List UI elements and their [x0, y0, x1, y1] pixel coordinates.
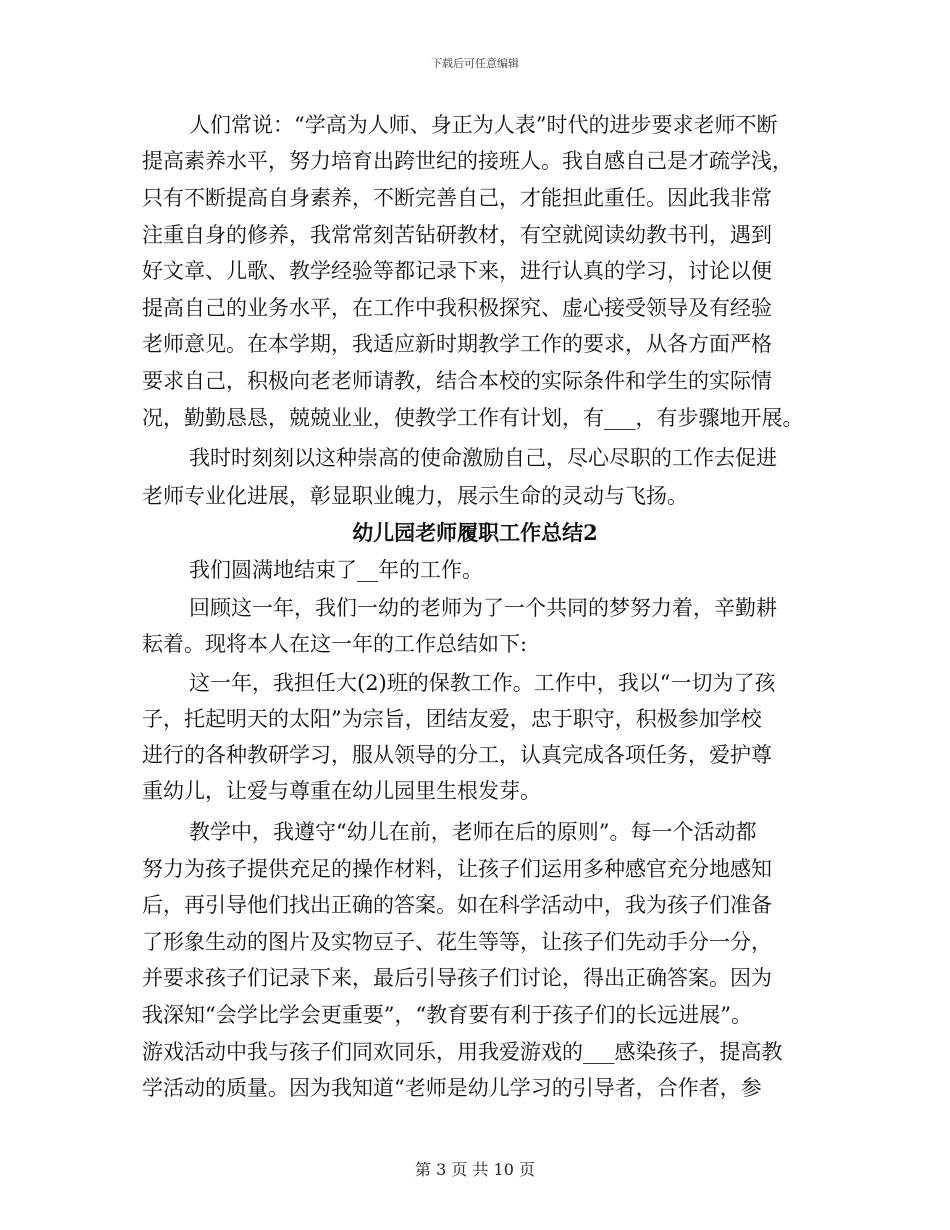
section-title: 幼儿园老师履职工作总结2: [352, 520, 598, 545]
paragraph-line: 只有不断提高自身素养，不断完善自己，才能担此重任。因此我非常: [142, 186, 772, 210]
paragraph-line: 重幼儿，让爱与尊重在幼儿园里生根发芽。: [142, 779, 541, 803]
paragraph-line: 况，勤勤恳恳，兢兢业业，使教学工作有计划，有___，有步骤地开展。: [142, 406, 804, 430]
paragraph-line: 游戏活动中我与孩子们同欢同乐，用我爱游戏的___感染孩子，提高教: [142, 1040, 783, 1064]
paragraph-line: 并要求孩子们记录下来，最后引导孩子们讨论，得出正确答案。因为: [142, 966, 772, 990]
paragraph-line: 好文章、儿歌、教学经验等都记录下来，进行认真的学习，讨论以便: [142, 259, 772, 283]
paragraph-line: 进行的各种教研学习，服从领导的分工，认真完成各项任务，爱护尊: [142, 743, 772, 767]
paragraph-line: 后，再引导他们找出正确的答案。如在科学活动中，我为孩子们准备: [142, 893, 772, 917]
page-footer: 第 3 页 共 10 页: [415, 1160, 535, 1179]
paragraph-line: 注重自身的修养，我常常刻苦钻研教材，有空就阅读幼教书刊，遇到: [142, 223, 772, 247]
paragraph-line: 我深知“会学比学会更重要”，“教育要有利于孩子们的长远进展”。: [142, 1003, 752, 1027]
paragraph-line: 努力为孩子提供充足的操作材料，让孩子们运用多种感官充分地感知: [142, 857, 772, 881]
page-header: 下载后可任意编辑: [431, 57, 519, 70]
paragraph-line: 子，托起明天的太阳”为宗旨，团结友爱，忠于职守，积极参加学校: [142, 707, 762, 731]
paragraph-line: 人们常说：“学高为人师、身正为人表”时代的进步要求老师不断: [189, 113, 778, 137]
paragraph-line: 我们圆满地结束了__年的工作。: [189, 558, 483, 582]
paragraph-line: 提高素养水平，努力培育出跨世纪的接班人。我自感自己是才疏学浅，: [142, 149, 793, 173]
paragraph-line: 我时时刻刻以这种崇高的使命激励自己，尽心尽职的工作去促进: [189, 446, 777, 470]
paragraph-line: 了形象生动的图片及实物豆子、花生等等，让孩子们先动手分一分，: [142, 930, 772, 954]
paragraph-line: 教学中，我遵守“幼儿在前，老师在后的原则”。每一个活动都: [189, 820, 757, 844]
paragraph-line: 这一年，我担任大(2)班的保教工作。工作中，我以“一切为了孩: [189, 671, 776, 695]
paragraph-line: 回顾这一年，我们一幼的老师为了一个共同的梦努力着，辛勤耕: [189, 596, 777, 620]
paragraph-line: 老师专业化进展，彰显职业魄力，展示生命的灵动与飞扬。: [142, 484, 688, 508]
paragraph-line: 老师意见。在本学期，我适应新时期教学工作的要求，从各方面严格: [142, 332, 772, 356]
paragraph-line: 要求自己，积极向老老师请教，结合本校的实际条件和学生的实际情: [142, 369, 772, 393]
paragraph-line: 提高自己的业务水平，在工作中我积极探究、虚心接受领导及有经验: [142, 296, 772, 320]
paragraph-line: 学活动的质量。因为我知道“老师是幼儿学习的引导者，合作者，参: [142, 1076, 762, 1100]
paragraph-line: 耘着。现将本人在这一年的工作总结如下:: [142, 632, 528, 656]
